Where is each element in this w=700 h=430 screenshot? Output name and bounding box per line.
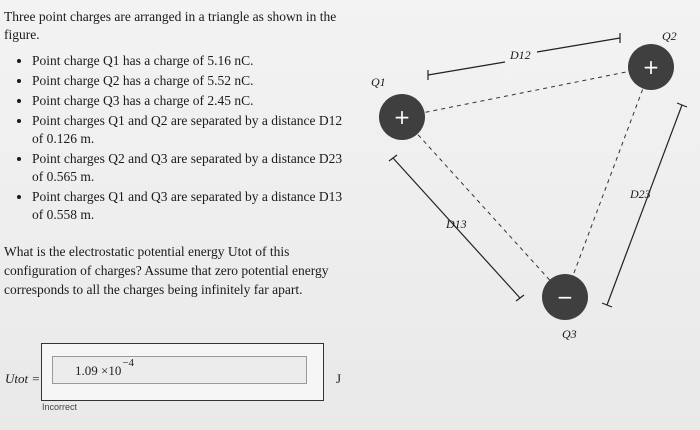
- d12-label: D12: [510, 48, 531, 62]
- fact-q3-charge: • Point charge Q3 has a charge of 2.45 nC.: [32, 92, 352, 110]
- q3-sign: −: [556, 285, 574, 309]
- answer-unit: J: [336, 371, 342, 386]
- question-text: What is the electrostatic potential energy Utot of this configuration of charges? Assume that zero potential energy corresponds to all the charges being infinitely far apart.: [4, 244, 329, 297]
- charge-q3: [542, 274, 588, 320]
- fact-q2-charge: • Point charge Q2 has a charge of 5.52 nC.: [32, 72, 352, 90]
- q1-sign: +: [393, 105, 411, 129]
- q2-label: Q2: [662, 29, 677, 43]
- fact-d13: • Point charges Q1 and Q3 are separated by a distance D13 of 0.558 m.: [32, 188, 352, 224]
- fact-d12: • Point charges Q1 and Q2 are separated by a distance D12 of 0.126 m.: [32, 112, 352, 148]
- d13-label: D13: [446, 217, 467, 231]
- answer-label: Utot =: [5, 371, 41, 386]
- d12-dimension-line-left: [428, 62, 505, 75]
- q3-label: Q3: [562, 327, 577, 341]
- answer-exponent: −4: [122, 357, 135, 369]
- side-q2-q3: [565, 67, 651, 297]
- q2-sign: +: [642, 55, 660, 79]
- fact-q1-charge: • Point charge Q1 has a charge of 5.16 nC.: [32, 52, 352, 70]
- answer-feedback: Incorrect: [42, 402, 78, 412]
- charge-q2: [628, 44, 674, 90]
- d23-label: D23: [630, 187, 651, 201]
- fact-d23: • Point charges Q2 and Q3 are separated by a distance D23 of 0.565 m.: [32, 150, 352, 186]
- d12-dimension-line-right: [537, 38, 620, 52]
- charge-q1: [379, 94, 425, 140]
- problem-intro: Three point charges are arranged in a triangle as shown in the figure.: [4, 9, 337, 42]
- d23-dimension-line: [607, 105, 682, 305]
- q1-label: Q1: [371, 75, 386, 89]
- answer-mantissa: 1.09 ×10: [75, 363, 122, 378]
- side-q1-q2: [402, 67, 651, 117]
- side-q1-q3: [402, 117, 565, 297]
